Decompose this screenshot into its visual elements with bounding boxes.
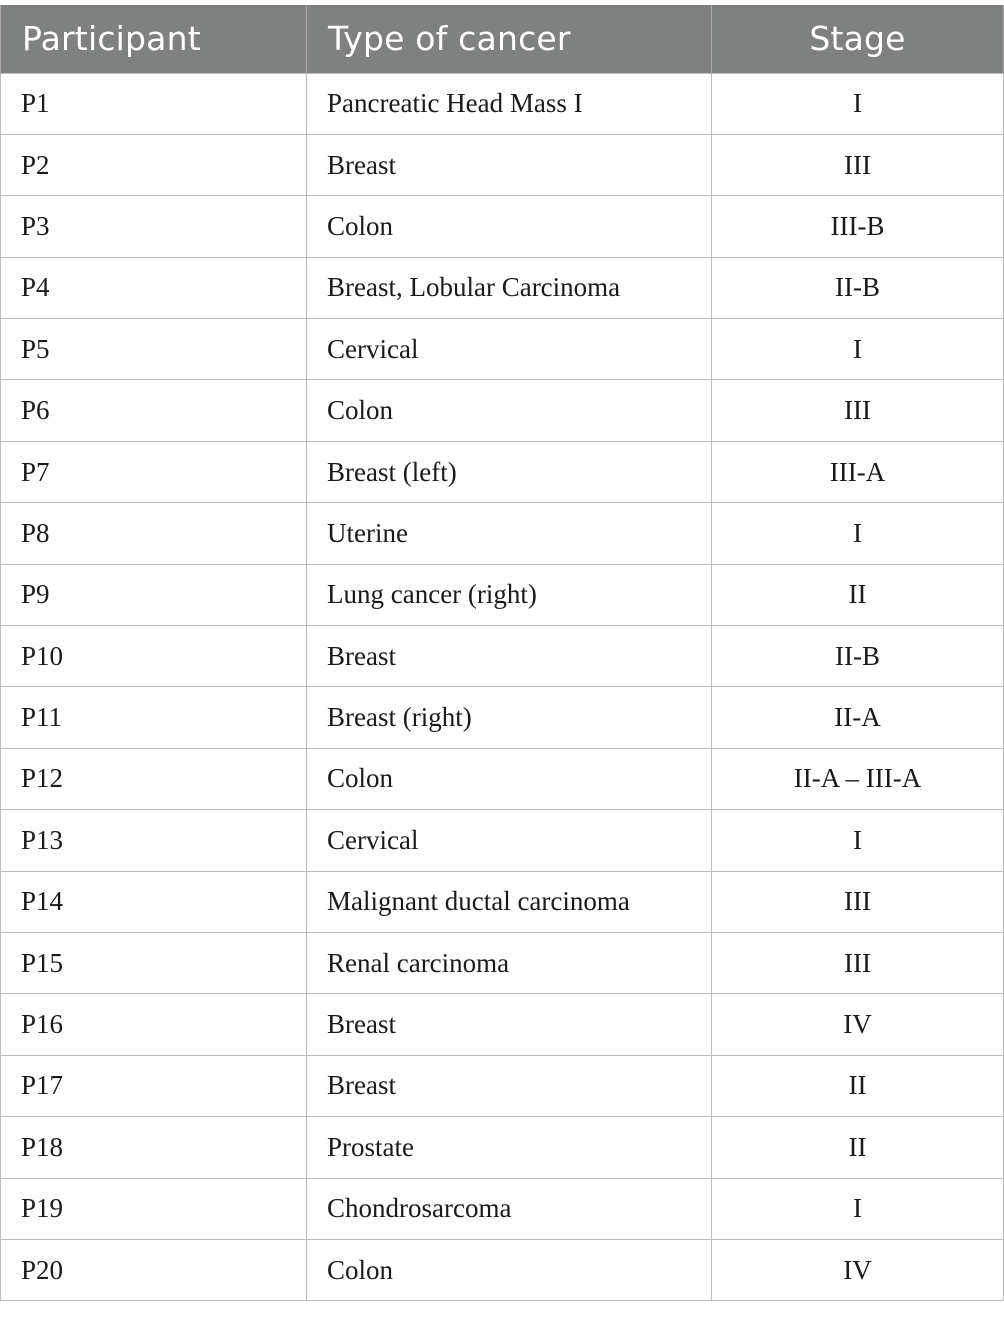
participant-cell: P11 (1, 687, 307, 748)
stage-cell: II-A (712, 687, 1004, 748)
participant-cell: P20 (1, 1239, 307, 1300)
table-row (1, 748, 1004, 809)
stage-cell: III (712, 134, 1004, 195)
participant-cell: P1 (1, 73, 307, 134)
stage-cell: III (712, 932, 1004, 993)
table-row (1, 1117, 1004, 1178)
stage-cell: I (712, 1178, 1004, 1239)
header-type-of-cancer: Type of cancer (307, 5, 712, 73)
stage-cell: III-B (712, 196, 1004, 257)
participant-cell: P3 (1, 196, 307, 257)
participant-cell: P18 (1, 1117, 307, 1178)
cancer-type-cell: Malignant ductal carcinoma (307, 871, 712, 932)
table-row (1, 503, 1004, 564)
table-row (1, 196, 1004, 257)
cancer-type-cell: Breast (left) (307, 441, 712, 502)
stage-cell: III-A (712, 441, 1004, 502)
table-row (1, 134, 1004, 195)
table-row (1, 1178, 1004, 1239)
cancer-type-cell: Chondrosarcoma (307, 1178, 712, 1239)
cancer-type-cell: Cervical (307, 810, 712, 871)
participant-cell: P16 (1, 994, 307, 1055)
stage-cell: III (712, 871, 1004, 932)
header-stage: Stage (712, 5, 1004, 73)
table-row (1, 1239, 1004, 1300)
cancer-type-cell: Breast (307, 134, 712, 195)
header-participant: Participant (1, 5, 307, 73)
header-row (1, 5, 1004, 73)
cancer-type-cell: Colon (307, 196, 712, 257)
cancer-type-cell: Breast (right) (307, 687, 712, 748)
participant-cell: P5 (1, 319, 307, 380)
stage-cell: I (712, 503, 1004, 564)
participant-cell: P14 (1, 871, 307, 932)
cancer-type-cell: Breast (307, 994, 712, 1055)
cancer-table (0, 5, 1004, 1301)
stage-cell: I (712, 73, 1004, 134)
participant-cell: P13 (1, 810, 307, 871)
stage-cell: II (712, 1117, 1004, 1178)
participant-cell: P6 (1, 380, 307, 441)
table-row (1, 871, 1004, 932)
cancer-type-cell: Renal carcinoma (307, 932, 712, 993)
table-row (1, 810, 1004, 871)
table-row (1, 626, 1004, 687)
stage-cell: II (712, 564, 1004, 625)
cancer-type-cell: Breast, Lobular Carcinoma (307, 257, 712, 318)
cancer-type-cell: Cervical (307, 319, 712, 380)
table-row (1, 380, 1004, 441)
table-row (1, 257, 1004, 318)
table-row (1, 932, 1004, 993)
participant-cell: P15 (1, 932, 307, 993)
participant-cell: P19 (1, 1178, 307, 1239)
participant-cell: P7 (1, 441, 307, 502)
cancer-type-cell: Breast (307, 1055, 712, 1116)
cancer-type-cell: Colon (307, 380, 712, 441)
table-row (1, 687, 1004, 748)
stage-cell: I (712, 319, 1004, 380)
cancer-type-cell: Breast (307, 626, 712, 687)
table-row (1, 994, 1004, 1055)
cancer-type-cell: Uterine (307, 503, 712, 564)
table-row (1, 564, 1004, 625)
participant-cell: P2 (1, 134, 307, 195)
participant-cell: P8 (1, 503, 307, 564)
stage-cell: II-B (712, 257, 1004, 318)
stage-cell: III (712, 380, 1004, 441)
table-header (1, 5, 1004, 73)
participant-cell: P17 (1, 1055, 307, 1116)
participant-cell: P9 (1, 564, 307, 625)
table-row (1, 319, 1004, 380)
cancer-type-cell: Colon (307, 1239, 712, 1300)
cancer-type-cell: Pancreatic Head Mass I (307, 73, 712, 134)
table-body (1, 73, 1004, 1301)
participant-cell: P12 (1, 748, 307, 809)
stage-cell: II-B (712, 626, 1004, 687)
participant-cell: P4 (1, 257, 307, 318)
stage-cell: IV (712, 1239, 1004, 1300)
stage-cell: I (712, 810, 1004, 871)
cancer-type-cell: Colon (307, 748, 712, 809)
cancer-type-cell: Prostate (307, 1117, 712, 1178)
table-row (1, 1055, 1004, 1116)
table-row (1, 73, 1004, 134)
cancer-type-cell: Lung cancer (right) (307, 564, 712, 625)
participant-cell: P10 (1, 626, 307, 687)
table-row (1, 441, 1004, 502)
stage-cell: IV (712, 994, 1004, 1055)
stage-cell: II (712, 1055, 1004, 1116)
stage-cell: II-A – III-A (712, 748, 1004, 809)
